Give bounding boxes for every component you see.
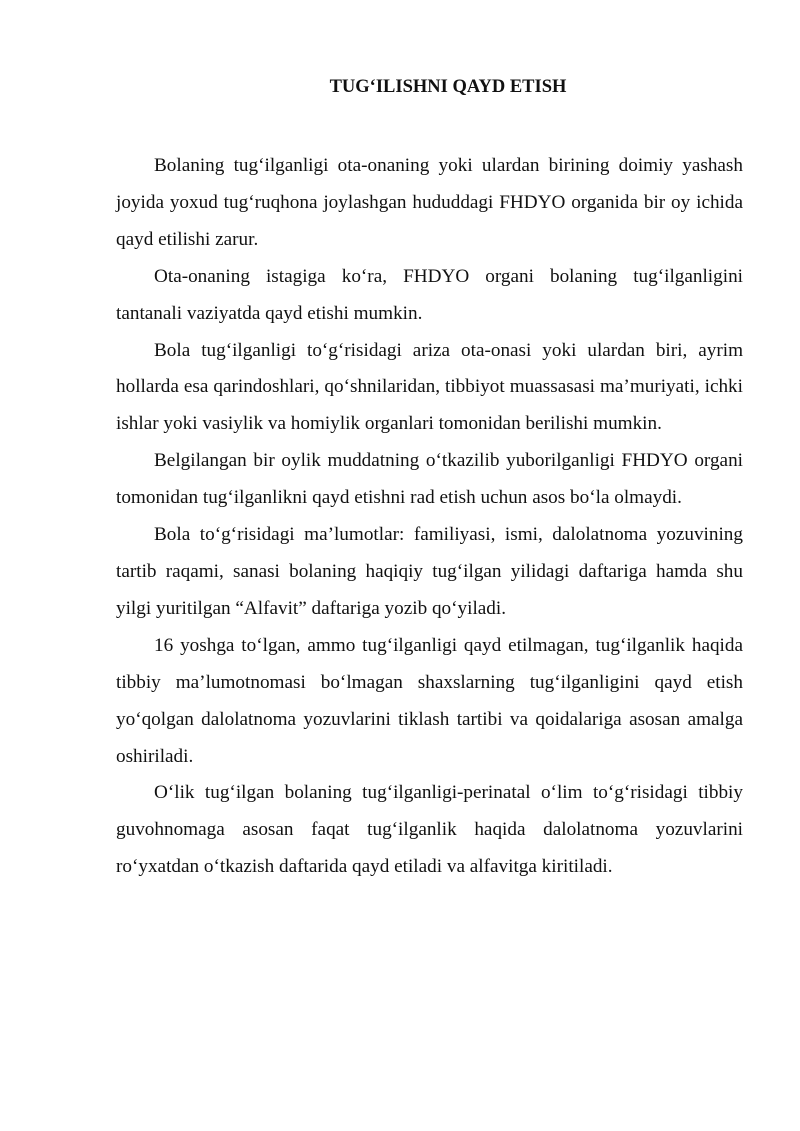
- paragraph-5: Bola to‘g‘risidagi ma’lumotlar: familiyasi, ismi, dalolatnoma yozuvining tartib raqami, sanasi bolaning haqiqiy tug‘ilgan yilidagi daftariga hamda shu yilgi yuritilgan “Alfavit” daftariga yozib qo‘yiladi.: [116, 524, 743, 619]
- paragraph-6: 16 yoshga to‘lgan, ammo tug‘ilganligi qayd etilmagan, tug‘ilganlik haqida tibbiy ma’lumotnomasi bo‘lmagan shaxslarning tug‘ilganligini qayd etish yo‘qolgan dalolatnoma yozuvlarini tiklash tartibi va qoidalariga asosan amalga oshiriladi.: [116, 634, 743, 767]
- paragraph-2: Ota-onaning istagiga ko‘ra, FHDYO organi bolaning tug‘ilganligini tantanali vaziyatda qayd etishi mumkin.: [116, 265, 743, 324]
- paragraph-4: Belgilangan bir oylik muddatning o‘tkazilib yuborilganligi FHDYO organi tomonidan tug‘ilganlikni qayd etishni rad etish uchun asos bo‘la olmaydi.: [116, 450, 743, 509]
- paragraph-3: Bola tug‘ilganligi to‘g‘risidagi ariza ota-onasi yoki ulardan biri, ayrim hollarda esa qarindoshlari, qo‘shnilaridan, tibbiyot muassasasi ma’muriyati, ichki ishlar yoki vasiylik va homiylik organlari tomonidan berilishi mumkin.: [116, 339, 743, 435]
- document-body: [116, 148, 743, 886]
- paragraph-7: O‘lik tug‘ilgan bolaning tug‘ilganligi-perinatal o‘lim to‘g‘risidagi tibbiy guvohnomaga asosan faqat tug‘ilganlik haqida dalolatnoma yozuvlarini ro‘yxatdan o‘tkazish daftarida qayd etiladi va alfavitga kiritiladi.: [116, 782, 743, 878]
- paragraph-1: Bolaning tug‘ilganligi ota-onaning yoki ulardan birining doimiy yashash joyida yoxud tug‘ruqhona joylashgan hududdagi FHDYO organida bir oy ichida qayd etilishi zarur.: [116, 155, 743, 250]
- document-title: TUG‘ILISHNI QAYD ETISH: [329, 77, 567, 97]
